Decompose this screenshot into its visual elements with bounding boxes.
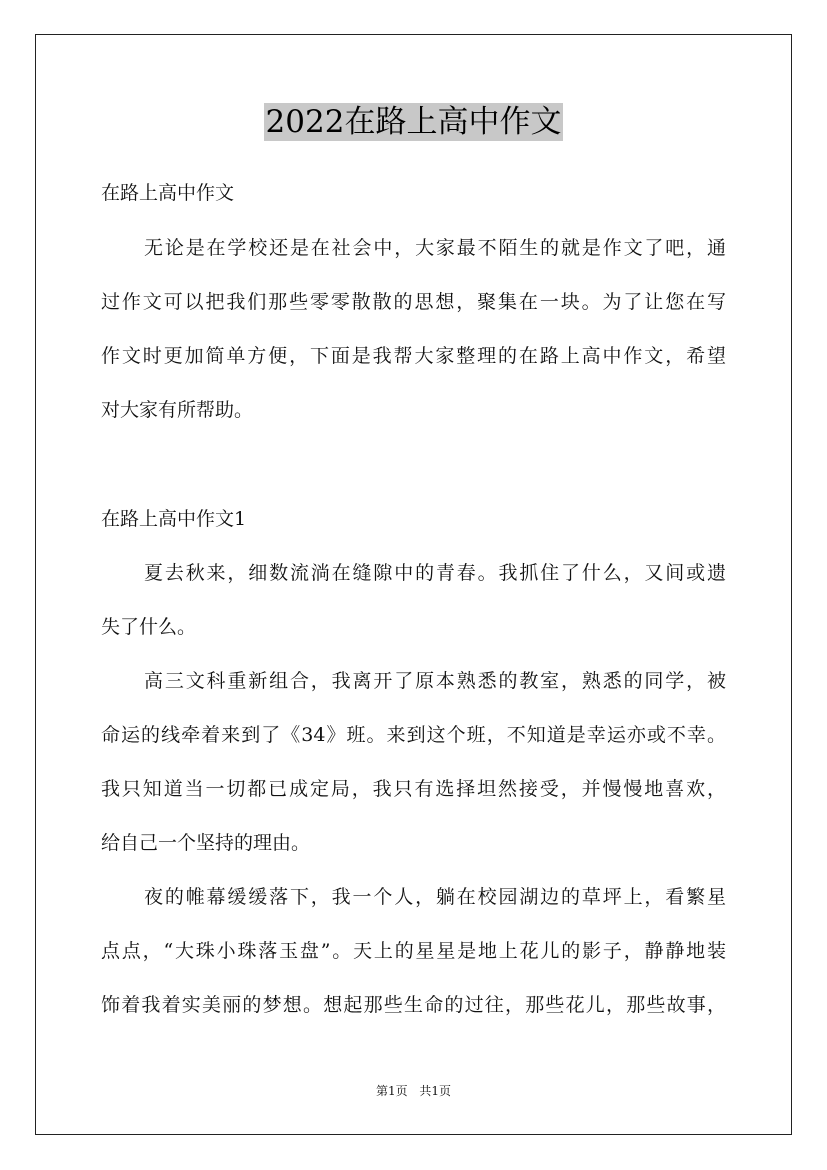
paragraph-line: 点点，“大珠小珠落玉盘”。天上的星星是地上花儿的影子，静静地装: [101, 940, 726, 962]
page-total: 共1页: [419, 1084, 452, 1098]
paragraph-line: 命运的线牵着来到了《34》班。来到这个班，不知道是幸运亦或不幸。: [101, 724, 726, 746]
page-number: 第1页: [375, 1084, 408, 1098]
paragraph-line: 饰着我着实美丽的梦想。想起那些生命的过往，那些花儿，那些故事，: [101, 994, 726, 1016]
paragraph-line: 给自己一个坚持的理由。: [101, 832, 311, 854]
paragraph-line: 对大家有所帮助。: [101, 399, 254, 421]
document-title: 2022在路上高中作文: [265, 104, 562, 140]
paragraph-line: 我只知道当一切都已成定局，我只有选择坦然接受，并慢慢地喜欢，: [101, 778, 726, 800]
paragraph-line: 夏去秋来，细数流淌在缝隙中的青春。我抓住了什么，又间或遗: [144, 562, 726, 584]
page-footer: [0, 1083, 827, 1099]
paragraph-line: 夜的帷幕缓缓落下，我一个人，躺在校园湖边的草坪上，看繁星: [144, 886, 726, 908]
section-heading: 在路上高中作文1: [101, 508, 247, 530]
paragraph-line: 高三文科重新组合，我离开了原本熟悉的教室，熟悉的同学，被: [144, 670, 726, 692]
paragraph-line: 作文时更加简单方便，下面是我帮大家整理的在路上高中作文，希望: [101, 345, 726, 367]
subtitle: 在路上高中作文: [101, 182, 235, 204]
paragraph-line: 无论是在学校还是在社会中，大家最不陌生的就是作文了吧，通: [144, 237, 726, 259]
paragraph-line: 过作文可以把我们那些零零散散的思想，聚集在一块。为了让您在写: [101, 291, 726, 313]
paragraph-line: 失了什么。: [101, 616, 197, 638]
title-container: [0, 103, 827, 141]
